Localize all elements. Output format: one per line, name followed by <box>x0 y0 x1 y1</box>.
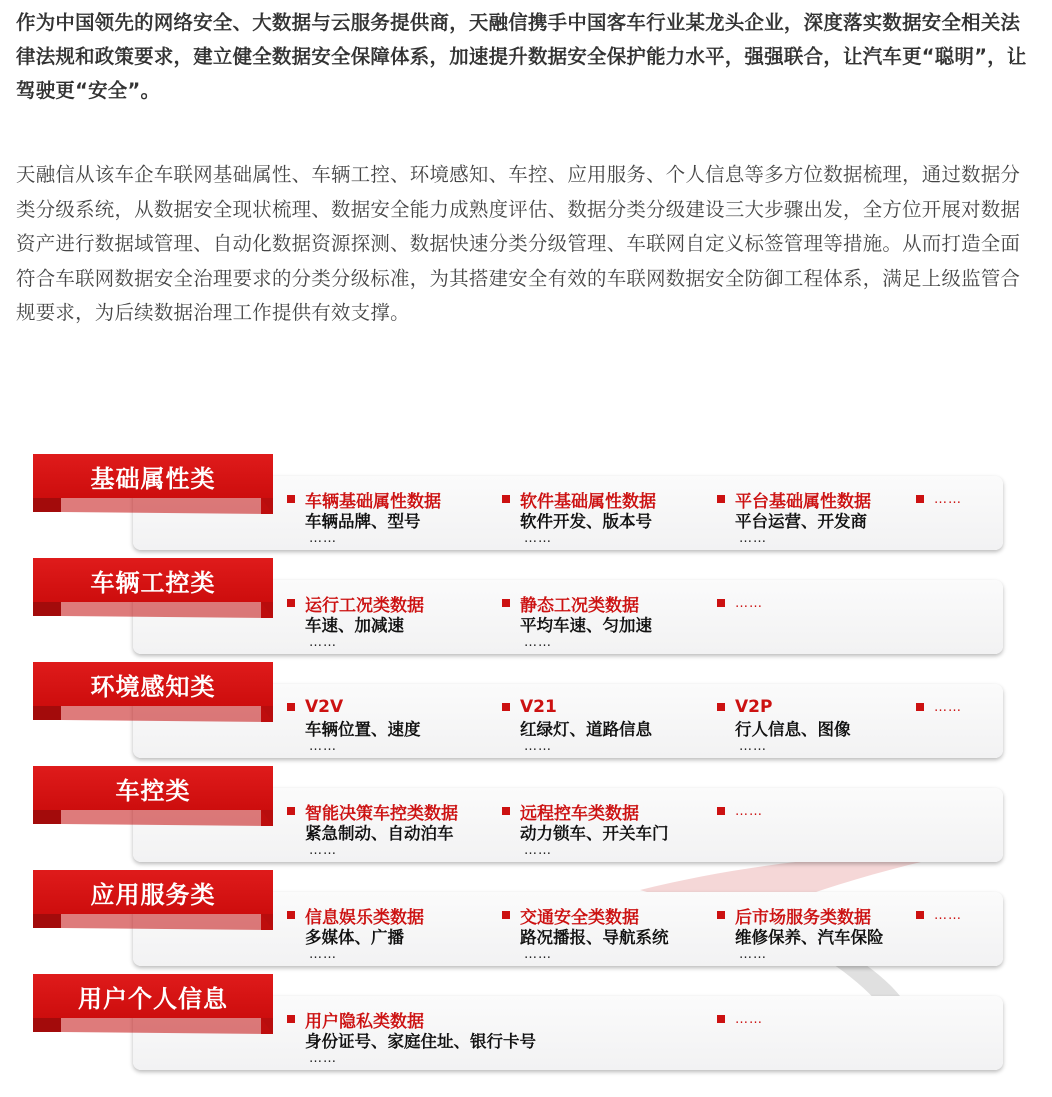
bullet-square-icon <box>287 911 295 919</box>
data-item-title: 信息娱乐类数据 <box>305 907 424 928</box>
data-item-title: 车辆基础属性数据 <box>305 491 441 512</box>
more-items-marker <box>717 1009 763 1029</box>
data-item <box>502 801 712 858</box>
more-items-marker <box>717 801 763 821</box>
more-ellipsis: …… <box>934 907 962 923</box>
bullet-square-icon <box>717 599 725 607</box>
more-items-marker <box>916 489 962 509</box>
data-item <box>502 905 712 962</box>
bullet-square-icon <box>717 911 725 919</box>
category-tab: 基础属性类 <box>33 454 273 498</box>
data-item-header <box>717 905 927 928</box>
bullet-square-icon <box>502 911 510 919</box>
bullet-square-icon <box>502 703 510 711</box>
data-item <box>717 489 927 546</box>
more-ellipsis: …… <box>934 699 962 715</box>
data-item-header <box>287 593 497 616</box>
category-tab: 用户个人信息 <box>33 974 273 1018</box>
data-item <box>287 593 497 650</box>
intro-paragraph: 作为中国领先的网络安全、大数据与云服务提供商，天融信携手中国客车行业某龙头企业，深度落实数据安全相关法律法规和政策要求，建立健全数据安全保障体系，加速提升数据安全保护能力水平，强强联合，让汽车更“聪明”，让驾驶更“安全”。 <box>16 11 1027 102</box>
data-item-description: 多媒体、广播 <box>305 928 404 947</box>
data-item-description: 平均车速、匀加速 <box>520 616 652 635</box>
more-items-marker <box>916 697 962 717</box>
data-item <box>717 905 927 962</box>
data-item-header <box>502 489 712 512</box>
data-item-title: 交通安全类数据 <box>520 907 639 928</box>
data-item-description: 软件开发、版本号 <box>520 512 652 531</box>
bullet-square-icon <box>287 1015 295 1023</box>
more-ellipsis: …… <box>735 803 763 819</box>
more-items-marker <box>916 905 962 925</box>
data-item-ellipsis: …… <box>524 739 552 754</box>
data-item <box>287 1009 536 1066</box>
category-tab: 车辆工控类 <box>33 558 273 602</box>
data-item <box>717 697 927 754</box>
data-item <box>287 905 497 962</box>
bullet-square-icon <box>502 495 510 503</box>
detail-paragraph: 天融信从该车企车联网基础属性、车辆工控、环境感知、车控、应用服务、个人信息等多方位数据梳理，通过数据分类分级系统，从数据安全现状梳理、数据安全能力成熟度评估、数据分类分级建设三大步骤出发，全方位开展对数据资产进行数据域管理、自动化数据资源探测、数据快速分类分级管理、车联网自定义标签管理等措施。从而打造全面符合车联网数据安全治理要求的分类分级标准，为其搭建安全有效的车联网数据安全防御工程体系，满足上级监管合规要求，为后续数据治理工作提供有效支撑。 <box>16 163 1021 324</box>
bullet-square-icon <box>717 1015 725 1023</box>
data-item-header <box>502 593 712 616</box>
more-ellipsis: …… <box>735 595 763 611</box>
data-item <box>287 489 497 546</box>
more-ellipsis: …… <box>934 491 962 507</box>
bullet-square-icon <box>717 703 725 711</box>
category-tab: 车控类 <box>33 766 273 810</box>
data-item-ellipsis: …… <box>309 843 337 858</box>
data-item-title: V21 <box>520 697 557 717</box>
bullet-square-icon <box>287 703 295 711</box>
data-item-ellipsis: …… <box>524 947 552 962</box>
data-item-ellipsis: …… <box>739 739 767 754</box>
data-item-title: 平台基础属性数据 <box>735 491 871 512</box>
data-item <box>502 489 712 546</box>
data-item-ellipsis: …… <box>524 635 552 650</box>
data-item-title: V2V <box>305 697 344 717</box>
data-item-description: 车辆品牌、型号 <box>305 512 421 531</box>
bullet-square-icon <box>287 495 295 503</box>
data-item-title: V2P <box>735 697 773 717</box>
bullet-square-icon <box>916 495 924 503</box>
bullet-square-icon <box>916 911 924 919</box>
bullet-square-icon <box>287 807 295 815</box>
data-item <box>287 697 497 754</box>
data-item-header <box>287 1009 497 1032</box>
data-item-title: 运行工况类数据 <box>305 595 424 616</box>
data-item-description: 维修保养、汽车保险 <box>735 928 884 947</box>
data-item <box>502 593 712 650</box>
bullet-square-icon <box>717 495 725 503</box>
data-item-title: 静态工况类数据 <box>520 595 639 616</box>
data-item-ellipsis: …… <box>309 635 337 650</box>
bullet-square-icon <box>502 807 510 815</box>
data-item-description: 车速、加减速 <box>305 616 404 635</box>
data-item-description: 行人信息、图像 <box>735 720 851 739</box>
data-item-header <box>502 801 712 824</box>
category-tab: 应用服务类 <box>33 870 273 914</box>
data-item-title: 远程控车类数据 <box>520 803 639 824</box>
data-item-header <box>502 697 712 717</box>
data-item-ellipsis: …… <box>309 947 337 962</box>
bullet-square-icon <box>916 703 924 711</box>
data-item-title: 后市场服务类数据 <box>735 907 871 928</box>
more-ellipsis: …… <box>735 1011 763 1027</box>
data-classification-diagram <box>0 440 1052 1080</box>
data-item-ellipsis: …… <box>309 739 337 754</box>
data-item <box>502 697 712 754</box>
data-item-title: 智能决策车控类数据 <box>305 803 458 824</box>
data-item-header <box>717 697 927 717</box>
data-item-description: 路况播报、导航系统 <box>520 928 669 947</box>
data-item-ellipsis: …… <box>309 1051 337 1066</box>
data-item-ellipsis: …… <box>309 531 337 546</box>
data-item-header <box>287 697 497 717</box>
data-item-ellipsis: …… <box>524 843 552 858</box>
data-item-description: 紧急制动、自动泊车 <box>305 824 454 843</box>
data-item-title: 用户隐私类数据 <box>305 1011 424 1032</box>
data-item-ellipsis: …… <box>524 531 552 546</box>
data-item-ellipsis: …… <box>739 947 767 962</box>
data-item <box>287 801 497 858</box>
data-item-ellipsis: …… <box>739 531 767 546</box>
bullet-square-icon <box>502 599 510 607</box>
bullet-square-icon <box>287 599 295 607</box>
data-item-description: 平台运营、开发商 <box>735 512 867 531</box>
data-item-header <box>502 905 712 928</box>
data-item-header <box>717 489 927 512</box>
data-item-header <box>287 489 497 512</box>
data-item-description: 动力锁车、开关车门 <box>520 824 669 843</box>
category-tab: 环境感知类 <box>33 662 273 706</box>
data-item-description: 车辆位置、速度 <box>305 720 421 739</box>
data-item-header <box>287 905 497 928</box>
bullet-square-icon <box>717 807 725 815</box>
more-items-marker <box>717 593 763 613</box>
data-item-description: 红绿灯、道路信息 <box>520 720 652 739</box>
data-item-description: 身份证号、家庭住址、银行卡号 <box>305 1032 536 1051</box>
data-item-header <box>287 801 497 824</box>
data-item-title: 软件基础属性数据 <box>520 491 656 512</box>
